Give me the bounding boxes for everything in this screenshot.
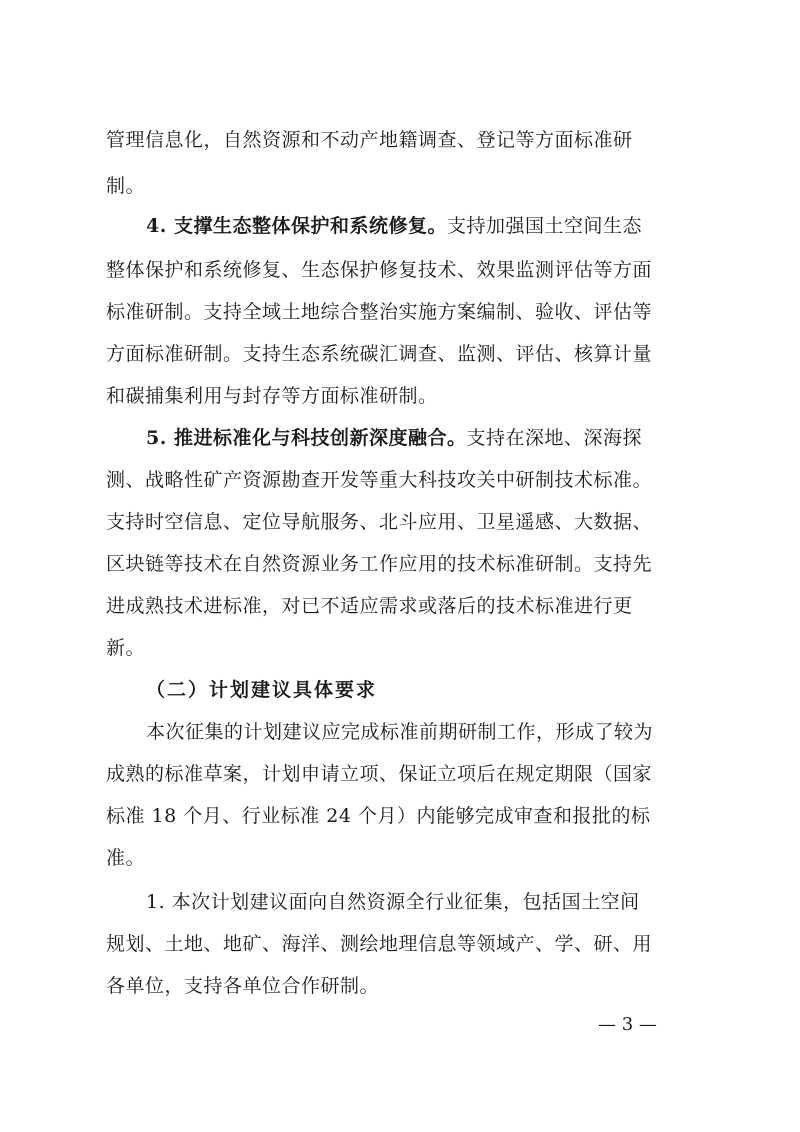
page-number: — 3 — (598, 1014, 657, 1035)
paragraph-line: 标准研制。支持全域土地综合整治实施方案编制、验收、评估等 (106, 301, 653, 323)
section-item-5 (146, 424, 642, 452)
paragraph-text: 支持在深地、深海探 (466, 427, 642, 449)
section-item-4 (146, 212, 642, 240)
paragraph-line: 标准 18 个月、行业标准 24 个月）内能够完成审查和报批的标 (106, 805, 651, 827)
section-item-4-heading: 4. 支撑生态整体保护和系统修复。 (146, 215, 447, 237)
paragraph-line: 方面标准研制。支持生态系统碳汇调查、监测、评估、核算计量 (106, 343, 653, 365)
paragraph-line: 管理信息化，自然资源和不动产地籍调查、登记等方面标准研 (106, 129, 633, 151)
paragraph-line: 成熟的标准草案，计划申请立项、保证立项后在规定期限（国家 (106, 763, 653, 785)
paragraph-line: 1. 本次计划建议面向自然资源全行业征集，包括国土空间 (146, 891, 640, 913)
paragraph-line: 规划、土地、地矿、海洋、测绘地理信息等领域产、学、研、用 (106, 933, 653, 955)
section-item-5-heading: 5. 推进标准化与科技创新深度融合。 (146, 427, 467, 449)
paragraph-line: 准。 (106, 847, 146, 869)
paragraph-line: 和碳捕集利用与封存等方面标准研制。 (106, 385, 438, 407)
paragraph-line: 本次征集的计划建议应完成标准前期研制工作，形成了较为 (146, 721, 654, 743)
paragraph-line: 制。 (106, 175, 146, 197)
paragraph-line: 各单位，支持各单位合作研制。 (106, 975, 380, 997)
paragraph-line: 区块链等技术在自然资源业务工作应用的技术标准研制。支持先 (106, 553, 653, 575)
paragraph-text: 支持加强国土空间生态 (446, 215, 642, 237)
paragraph-line: 支持时空信息、定位导航服务、北斗应用、卫星遥感、大数据、 (106, 511, 653, 533)
paragraph-line: 整体保护和系统修复、生态保护修复技术、效果监测评估等方面 (106, 259, 653, 281)
subsection-heading: （二）计划建议具体要求 (146, 679, 378, 701)
paragraph-line: 测、战略性矿产资源勘查开发等重大科技攻关中研制技术标准。 (106, 469, 653, 491)
paragraph-line: 新。 (106, 637, 146, 659)
paragraph-line: 进成熟技术进标准，对已不适应需求或落后的技术标准进行更 (106, 595, 633, 617)
